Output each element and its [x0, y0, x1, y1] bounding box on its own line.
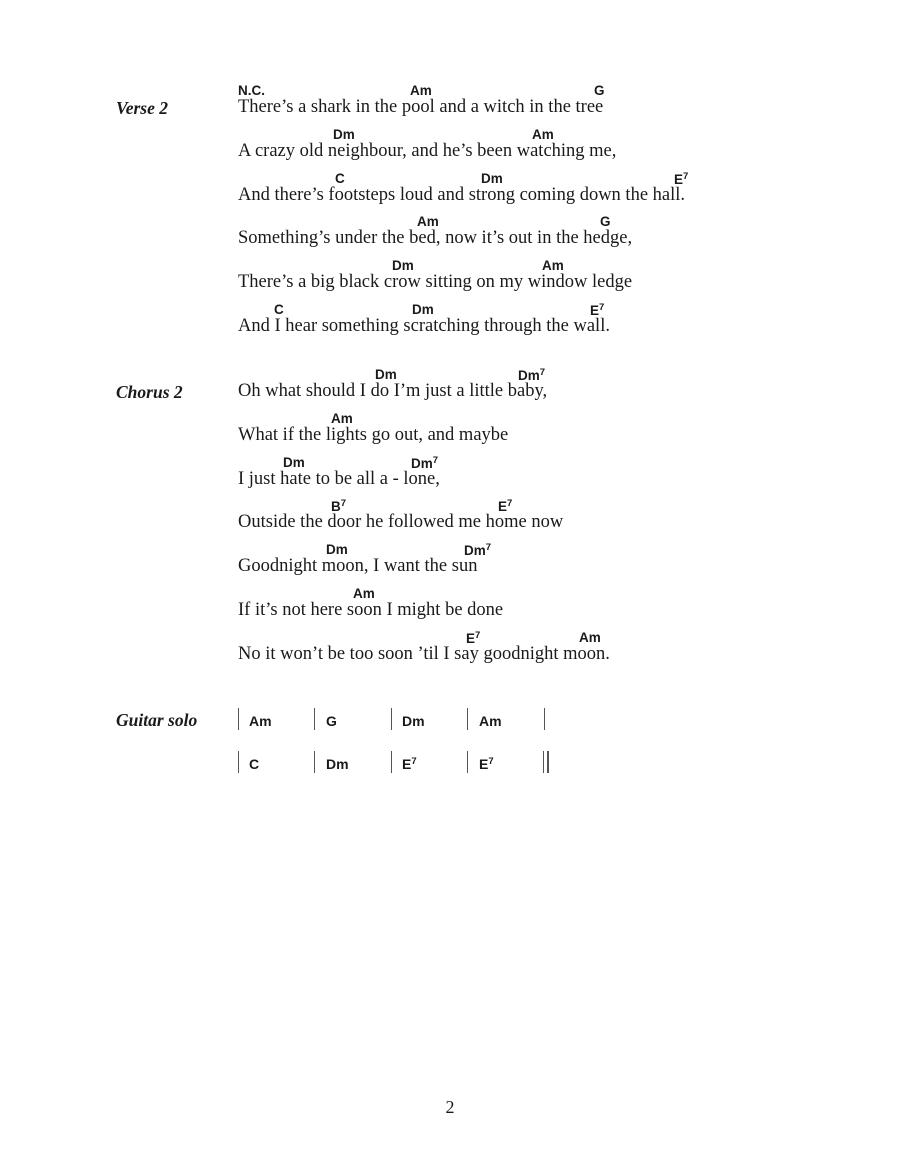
bar-line — [544, 708, 545, 730]
chord-am: Am — [353, 586, 375, 601]
chord-e7: $E^7$ — [590, 302, 605, 318]
lyric-line: There’s a shark in the pool and a witch in the tree — [238, 97, 604, 117]
chord-e7: $E^7$ — [498, 498, 513, 514]
lyric-line: There’s a big black crow sitting on my window ledge — [238, 272, 633, 292]
lyric-line: And I hear something scratching through the wall. — [238, 316, 610, 336]
chord-e7: $E^7$ — [466, 630, 481, 646]
lyric-line: And there’s footsteps loud and strong coming down the hall. — [238, 185, 686, 205]
final-bar-line — [543, 751, 549, 773]
chord-c: C — [335, 171, 345, 186]
lyric-line: I just hate to be all a - lone, — [238, 469, 440, 489]
bar-line — [467, 751, 468, 773]
bar-chord-dm: Dm — [402, 713, 425, 729]
bar-line — [314, 751, 315, 773]
lyric-line: If it’s not here soon I might be done — [238, 600, 504, 620]
page-number: 2 — [445, 1097, 455, 1117]
chord-dm: Dm — [326, 542, 348, 557]
lyric-line: Something’s under the bed, now it’s out in the hedge, — [238, 228, 633, 248]
chord-dm7: Dm$^7$ — [518, 367, 546, 383]
chord-dm: Dm — [375, 367, 397, 382]
chord-dm7: Dm$^7$ — [411, 455, 439, 471]
bar-line — [238, 751, 239, 773]
chord-am: Am — [417, 214, 439, 229]
lyric-line: A crazy old neighbour, and he’s been watching me, — [238, 141, 617, 161]
chord-g: G — [600, 214, 611, 229]
chord-dm: Dm — [333, 127, 355, 142]
section-label-chorus-2: Chorus 2 — [116, 382, 183, 402]
bar-chord-e7: $E^7$ — [402, 756, 417, 772]
chord-am: Am — [542, 258, 564, 273]
lyric-line: What if the lights go out, and maybe — [238, 425, 509, 445]
chord-dm: Dm — [392, 258, 414, 273]
bar-chord-e7: $E^7$ — [479, 756, 494, 772]
chord-dm7: Dm$^7$ — [464, 542, 492, 558]
lyric-line: Outside the door he followed me home now — [238, 512, 564, 532]
lyric-line: Oh what should I do I’m just a little baby, — [238, 381, 548, 401]
section-label-guitar-solo: Guitar solo — [116, 710, 198, 730]
bar-chord-dm: Dm — [326, 756, 349, 772]
bar-line — [238, 708, 239, 730]
chord-dm: Dm — [283, 455, 305, 470]
bar-line — [391, 751, 392, 773]
chord-am: Am — [331, 411, 353, 426]
bar-chord-g: G — [326, 713, 337, 729]
lyric-line: Goodnight moon, I want the sun — [238, 556, 478, 576]
chord-dm: Dm — [412, 302, 434, 317]
chord-nc: N.C. — [238, 83, 265, 98]
bar-line — [314, 708, 315, 730]
chord-g: G — [594, 83, 605, 98]
chord-am: Am — [410, 83, 432, 98]
chord-c: C — [274, 302, 284, 317]
chord-e7: $E^7$ — [674, 171, 689, 187]
chord-b7: $B^7$ — [331, 498, 347, 514]
chord-am: Am — [532, 127, 554, 142]
chord-dm: Dm — [481, 171, 503, 186]
lyric-line: No it won’t be too soon ’til I say goodnight moon. — [238, 644, 610, 664]
bar-chord-c: C — [249, 756, 260, 772]
section-label-verse-2: Verse 2 — [116, 98, 169, 118]
bar-chord-am: Am — [249, 713, 272, 729]
bar-line — [391, 708, 392, 730]
bar-chord-am: Am — [479, 713, 502, 729]
bar-line — [467, 708, 468, 730]
chord-am: Am — [579, 630, 601, 645]
